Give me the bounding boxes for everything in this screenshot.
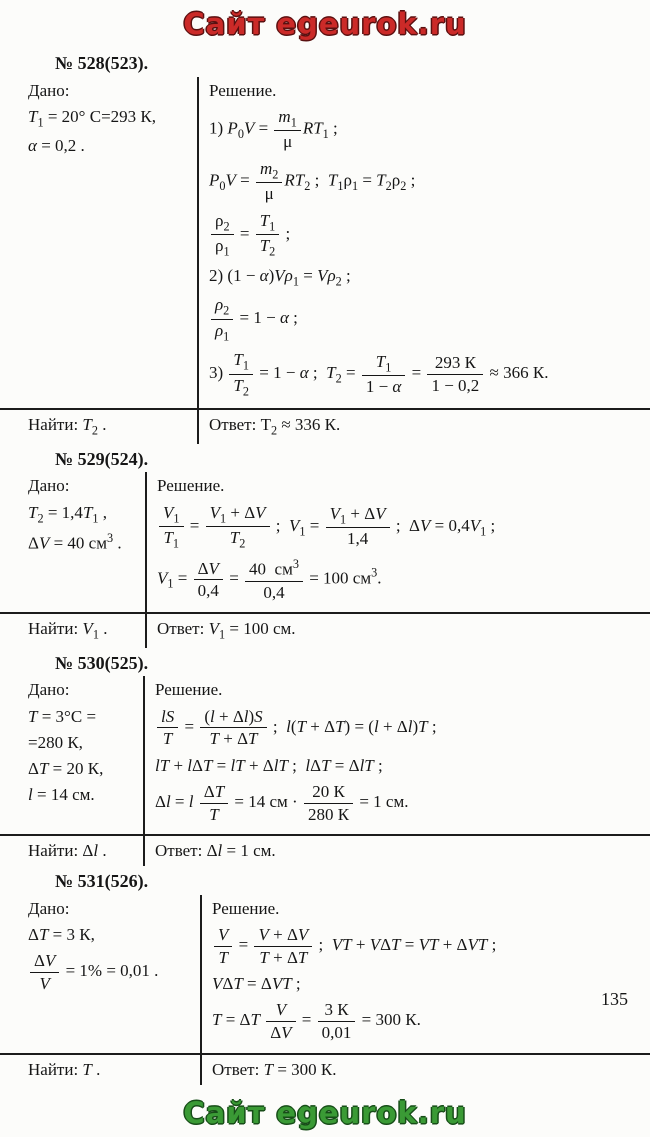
answer-cell: Ответ: Δl = 1 см. (143, 836, 650, 866)
math-line: $\frac{\rho_2}{\rho_1}$ = $\frac{T_1}{T_2}$ ; (209, 210, 646, 260)
given-line: ΔV = 40 $см^3$ . (28, 531, 122, 553)
problem-number: № 530(525). (55, 652, 149, 673)
math-line: $\frac{lS}{T}$ = $\frac{(l + \Delta l)S}{T + \Delta T}$ ; l(T + ΔT) = (l + Δl)T ; (155, 706, 646, 750)
problem-529 (0, 448, 650, 648)
given-line: ΔT = 3 К, (28, 925, 95, 945)
given-line: ΔT = 20 К, (28, 759, 104, 779)
problem-columns (0, 895, 650, 1053)
problem-columns (0, 77, 650, 409)
given-column (0, 676, 143, 834)
given-line: α = 0,2 . (28, 136, 85, 156)
find-cell: Найти: $T_2$ . (28, 415, 107, 438)
solution-column (200, 895, 650, 1053)
find-cell: Найти: $V_1$ . (28, 619, 108, 642)
math-line: 1) $P_0V$ = $\frac{m_1}{\mu}$ $RT_1$ ; (209, 106, 338, 152)
problem-528 (0, 52, 650, 444)
math-line: 2) $(1 - \alpha)V\rho_1 = V\rho_2$ ; (209, 265, 351, 289)
given-line: T = 3°С = (28, 706, 97, 726)
answer-row (0, 612, 650, 648)
given-line: =280 К, (28, 732, 83, 752)
answer-cell: Ответ: $V_1 = 100$ см. (145, 614, 650, 648)
solution-label: Решение. (212, 898, 280, 918)
answer-row (0, 834, 650, 866)
problem-number: № 529(524). (55, 448, 149, 469)
given-line: $\frac{\Delta V}{V}$ = 1% = 0,01 . (28, 950, 196, 994)
site-header-top: Сайт egeurok.ru (183, 7, 467, 41)
math-line: lT + lΔT = lT + ΔlT ; lΔT = ΔlT ; (155, 755, 383, 775)
math-line: $P_0V$ = $\frac{m_2}{\mu}$ $RT_2$ ; $T_1\rho_1 = T_2\rho_2$ ; (209, 158, 416, 204)
solution-column (145, 472, 650, 612)
problem-531 (0, 870, 650, 1084)
math-line: $\frac{V_1}{T_1}$ = $\frac{V_1 + \Delta V}{T_2}$ ; $V_1$ = $\frac{V_1 + \Delta V}{1,4}$ ; $\Delta V = 0,4V_1$ ; (157, 502, 646, 552)
page-number: 135 (601, 989, 628, 1009)
problem-columns (0, 676, 650, 834)
solution-label: Решение. (157, 476, 225, 496)
solution-column (143, 676, 650, 834)
problem-columns (0, 472, 650, 612)
solution-label: Решение. (209, 80, 277, 100)
given-label: Дано: (28, 80, 70, 100)
math-line: $V_1$ = $\frac{\Delta V}{0,4}$ = 40 $см^3$ 0,4 = 100 $см^3$. (157, 557, 382, 602)
answer-row (0, 408, 650, 444)
answer-cell: Ответ: T = 300 К. (200, 1055, 650, 1085)
math-line: $\frac{V}{T}$ = $\frac{V + \Delta V}{T + \Delta T}$ ; VT + VΔT = VT + ΔVT ; (212, 924, 646, 968)
math-line: Δl = l $\frac{\Delta T}{T}$ = 14 см · 20 К 280 К = 1 см. (155, 781, 409, 824)
problem-530 (0, 652, 650, 866)
answer-row (0, 1053, 650, 1085)
given-label: Дано: (28, 898, 70, 918)
site-header-bottom: Сайт egeurok.ru (183, 1095, 467, 1130)
given-label: Дано: (28, 476, 70, 496)
given-line: l = 14 см. (28, 785, 95, 805)
answer-cell: Ответ: $Т_2 \approx 336$ К. (197, 410, 650, 444)
math-line: 3) $\frac{T_1}{T_2}$ = 1 − α ; $T_2$ = $\frac{T_1}{1 - \alpha}$ = 293 К 1 − 0,2 ≈ 366 К. (209, 350, 549, 399)
problem-number: № 528(523). (55, 53, 149, 73)
given-column (0, 77, 197, 409)
solution-column (197, 77, 650, 409)
math-line: $\frac{\rho_2}{\rho_1}$ = 1 − α ; (209, 294, 646, 344)
given-label: Дано: (28, 680, 70, 700)
solution-label: Решение. (155, 680, 223, 700)
given-line: $T_1 = 20^\circ$ С=293 К, (28, 106, 156, 130)
find-cell: Найти: T . (28, 1059, 101, 1079)
math-line: VΔT = ΔVT ; (212, 974, 301, 994)
given-line: $T_2 = 1,4T_1$ , (28, 502, 108, 525)
problem-number: № 531(526). (55, 871, 149, 892)
math-line: T = ΔT $\frac{V}{\Delta V}$ = 3 К 0,01 = 300 К. (212, 1000, 421, 1042)
given-column (0, 472, 145, 612)
given-column (0, 895, 200, 1053)
find-cell: Найти: Δl . (28, 841, 107, 861)
